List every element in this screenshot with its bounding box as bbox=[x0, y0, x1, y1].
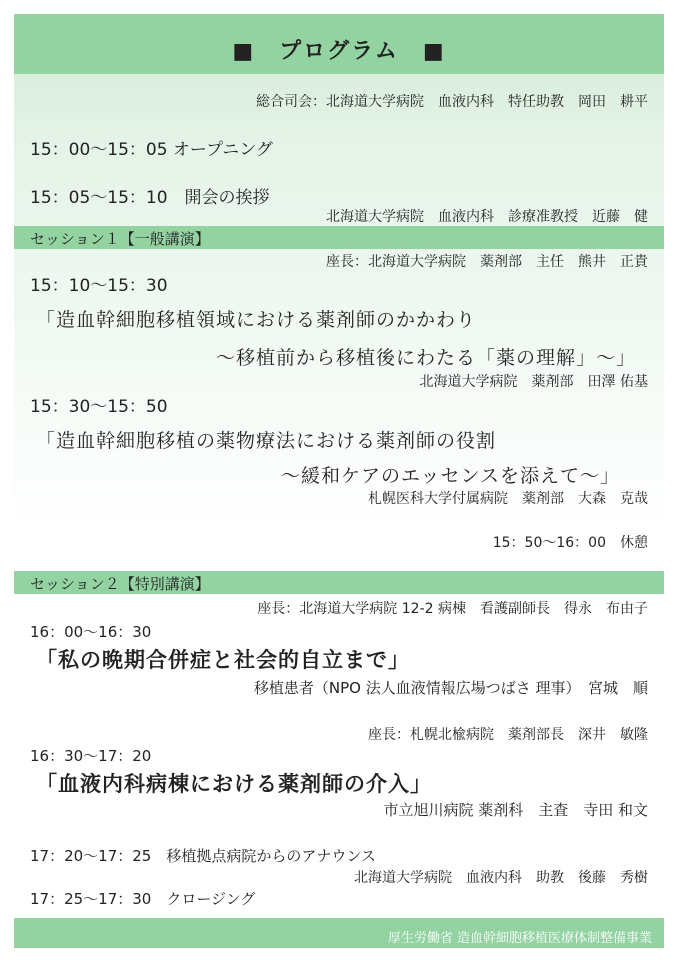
opening-line: 15：00～15：05 オープニング bbox=[30, 140, 273, 160]
footer-text: 厚生労働省 造血幹細胞移植医療体制整備事業 bbox=[387, 931, 652, 946]
page-title: ■ プログラム ■ bbox=[232, 39, 446, 64]
break-line: 15：50～16：00 休憩 bbox=[492, 535, 648, 551]
mc-line: 総合司会：北海道大学病院 血液内科 特任助教 岡田 耕平 bbox=[256, 94, 648, 110]
session1-label: セッション１【一般講演】 bbox=[30, 230, 210, 248]
session2-chair2: 座長：札幌北楡病院 薬剤部長 深井 敏隆 bbox=[368, 727, 648, 743]
session1-chair: 座長：北海道大学病院 薬剤部 主任 熊井 正貴 bbox=[326, 254, 648, 270]
session1-talk1-time: 15：10～15：30 bbox=[30, 276, 168, 296]
session2-talk2-speaker: 市立旭川病院 薬剤科 主査 寺田 和文 bbox=[383, 801, 648, 819]
greeting-line: 15：05～15：10 開会の挨拶 bbox=[30, 188, 270, 208]
session2-talk2-time: 16：30～17：20 bbox=[30, 747, 152, 765]
session2-label: セッション２【特別講演】 bbox=[30, 575, 210, 593]
closing-line: 17：25～17：30 クロージング bbox=[30, 890, 256, 908]
session2-chair1: 座長：北海道大学病院 12-2 病棟 看護副師長 得永 布由子 bbox=[257, 601, 648, 617]
session1-talk2-title-line2: ～緩和ケアのエッセンスを添えて～」 bbox=[280, 465, 620, 487]
greeting-speaker: 北海道大学病院 血液内科 診療准教授 近藤 健 bbox=[326, 209, 648, 225]
session2-talk2-title: 「血液内科病棟における薬剤師の介入」 bbox=[36, 772, 432, 796]
session2-talk1-title: 「私の晩期合併症と社会的自立まで」 bbox=[36, 648, 410, 672]
session1-talk2-title-line1: 「造血幹細胞移植の薬物療法における薬剤師の役割 bbox=[36, 430, 497, 452]
announce-speaker: 北海道大学病院 血液内科 助教 後藤 秀樹 bbox=[354, 870, 648, 886]
session2-talk1-time: 16：00～16：30 bbox=[30, 623, 152, 641]
session1-talk1-speaker: 北海道大学病院 薬剤部 田澤 佑基 bbox=[419, 374, 648, 390]
session1-talk2-time: 15：30～15：50 bbox=[30, 397, 168, 417]
session1-talk2-speaker: 札幌医科大学付属病院 薬剤部 大森 克哉 bbox=[368, 491, 648, 507]
session2-talk1-speaker: 移植患者（NPO 法人血液情報広場つばさ 理事） 宮城 順 bbox=[253, 679, 648, 697]
session1-talk1-title-line2: ～移植前から移植後にわたる「薬の理解」～」 bbox=[215, 347, 636, 369]
announce-line: 17：20～17：25 移植拠点病院からのアナウンス bbox=[30, 847, 376, 865]
session1-talk1-title-line1: 「造血幹細胞移植領域における薬剤師のかかわり bbox=[36, 309, 477, 331]
